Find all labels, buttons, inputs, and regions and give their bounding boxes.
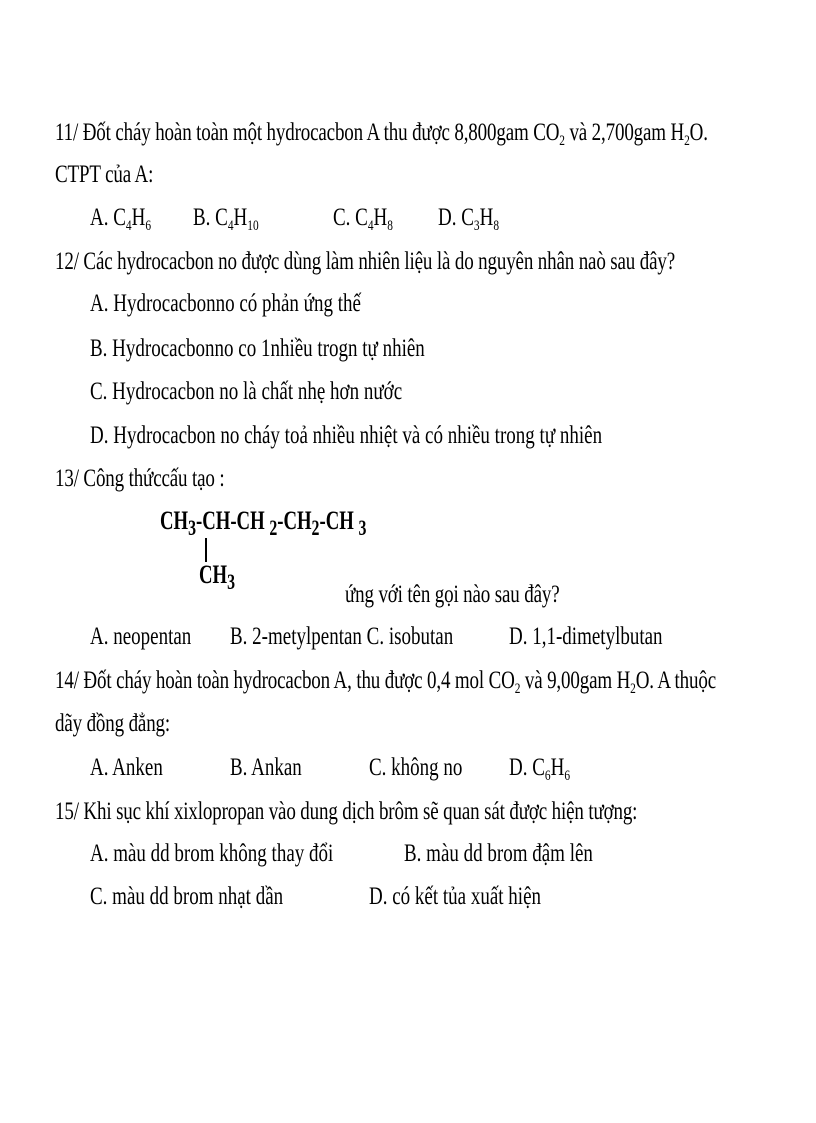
q12-option-c: C. Hydrocacbon no là chất nhẹ hơn nước bbox=[90, 378, 403, 405]
q11-option-a: A. $C_4H_6$ bbox=[90, 204, 152, 234]
q14-option-c: C. không no bbox=[369, 754, 463, 781]
q12-option-b: B. Hydrocacbonno co 1nhiều trogn tự nhiên bbox=[90, 335, 425, 362]
q15-option-d: D. có kết tủa xuất hiện bbox=[369, 883, 542, 910]
q11-option-c: C. $C_4H_8$ bbox=[333, 204, 393, 234]
q13-option-d: D. 1,1-dimetylbutan bbox=[509, 623, 663, 650]
q14-question: 14/ Đốt cháy hoàn toàn hydrocacbon A, thu được 0,4 mol $CO_2$ và 9,00gam $H_2O$. A thuộc bbox=[55, 667, 716, 697]
q15-option-b: B. màu dd brom đậm lên bbox=[404, 840, 593, 867]
q12-question: 12/ Các hydrocacbon no được dùng làm nhiên liệu là do nguyên nhân naò sau đây? bbox=[55, 248, 676, 275]
q13-option-b-c: B. 2-metylpentan C. isobutan bbox=[230, 623, 454, 650]
q14-option-d: D. $C_6H_6$ bbox=[509, 754, 571, 784]
q14-question-line2: dãy đồng đẳng: bbox=[55, 710, 171, 737]
structural-formula-main-chain: $CH_3-CH-CH$ $_2-CH_2-CH$ $_3$ bbox=[160, 506, 367, 540]
q14-option-b: B. Ankan bbox=[230, 754, 302, 781]
q13-question-suffix: ứng với tên gọi nào sau đây? bbox=[345, 581, 560, 608]
q11-option-d: D. $C_3H_8$ bbox=[438, 204, 500, 234]
q13-question: 13/ Công thứccấu tạo : bbox=[55, 465, 225, 492]
q15-question: 15/ Khi sục khí xixlopropan vào dung dịch brôm sẽ quan sát được hiện tượng: bbox=[55, 798, 638, 825]
q15-option-c: C. màu dd brom nhạt dần bbox=[90, 883, 284, 910]
q15-option-a: A. màu dd brom không thay đổi bbox=[90, 840, 334, 867]
q11-question: 11/ Đốt cháy hoàn toàn một hydrocacbon A thu được 8,800gam $CO_2$ và 2,700gam $H_2O$. bbox=[55, 119, 708, 149]
q12-option-a: A. Hydrocacbonno có phản ứng thế bbox=[90, 290, 361, 317]
q12-option-d: D. Hydrocacbon no cháy toả nhiều nhiệt và có nhiều trong tự nhiên bbox=[90, 422, 603, 449]
branch-bond-line bbox=[205, 538, 207, 562]
q14-option-a: A. Anken bbox=[90, 754, 163, 781]
q11-option-b: B. $C_4H_{10}$ bbox=[193, 204, 259, 234]
q11-question-line2: CTPT của A: bbox=[55, 161, 154, 188]
structural-formula-branch: $CH_3$ bbox=[199, 560, 235, 594]
q13-option-a: A. neopentan bbox=[90, 623, 192, 650]
